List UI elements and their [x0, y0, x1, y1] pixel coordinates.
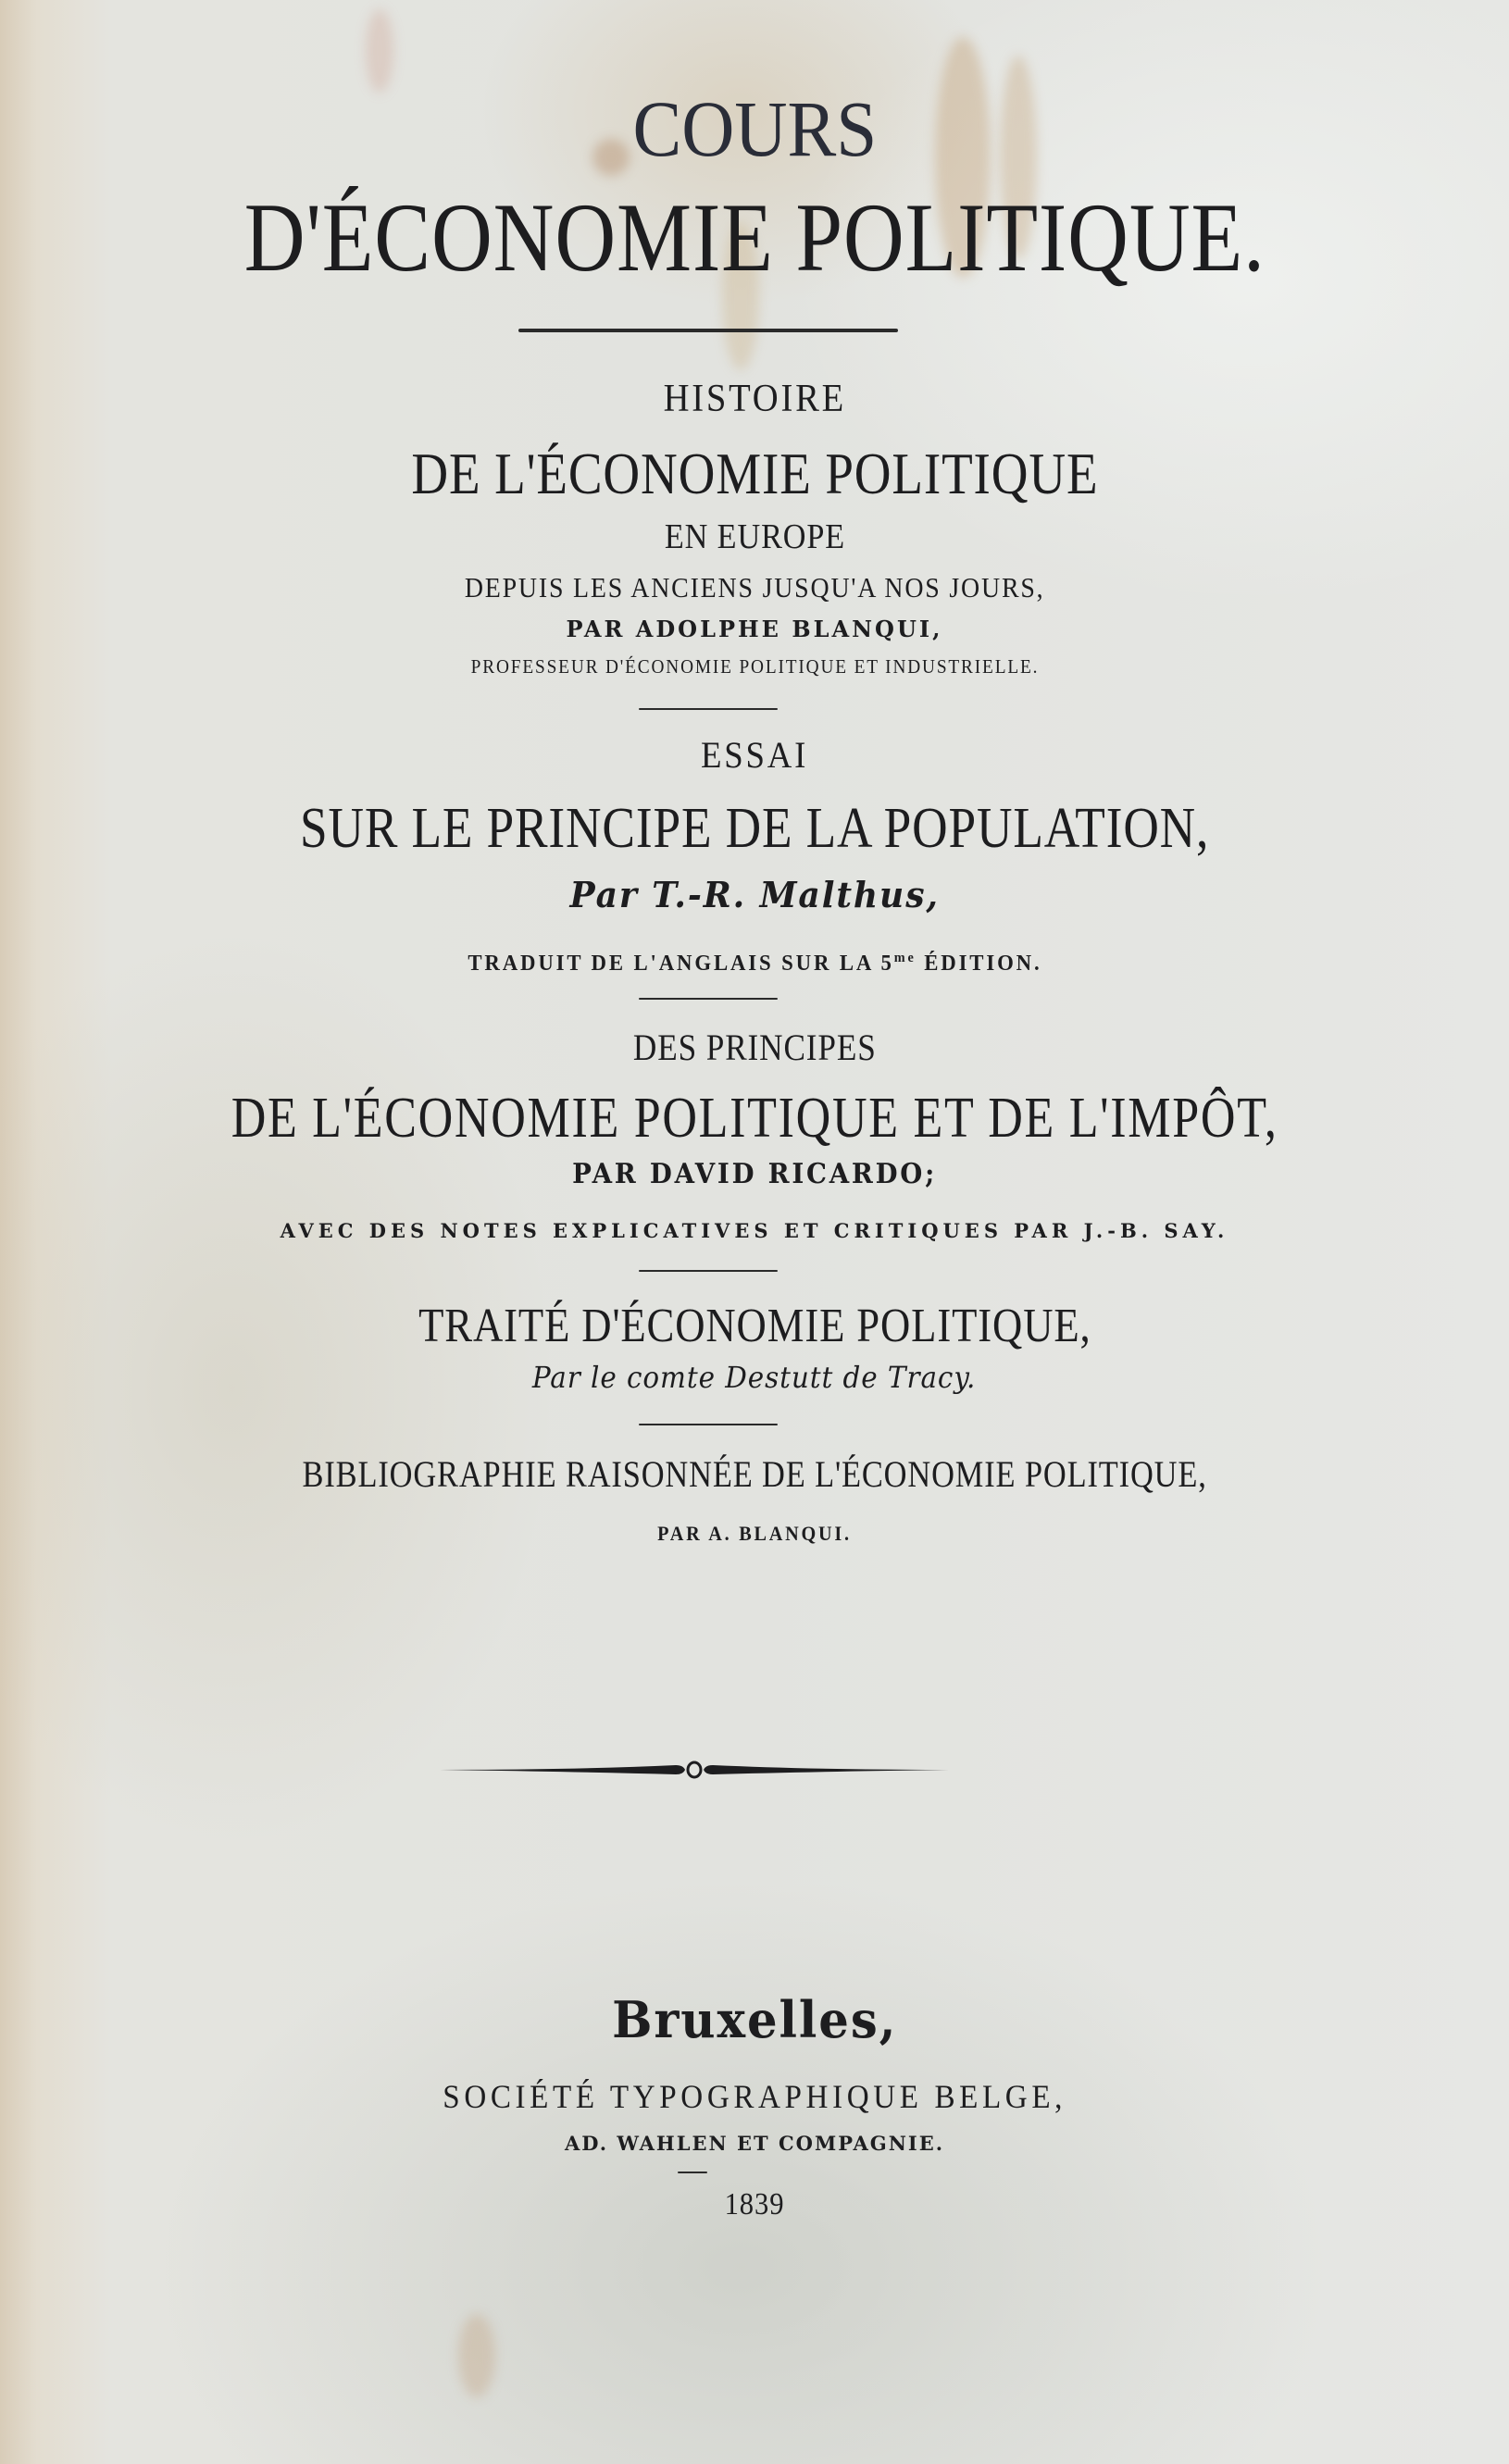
water-stain — [366, 9, 393, 93]
main-title: D'ÉCONOMIE POLITIQUE. — [243, 183, 1266, 292]
section-4-author: Par le comte Destutt de Tracy. — [532, 1360, 977, 1395]
section-3-author: PAR DAVID RICARDO; — [572, 1158, 937, 1190]
water-stain — [458, 2314, 495, 2397]
section-5-heading: BIBLIOGRAPHIE RAISONNÉE DE L'ÉCONOMIE POLITIQUE, — [302, 1453, 1207, 1495]
section-divider — [639, 1270, 778, 1272]
section-5-author: PAR A. BLANQUI. — [657, 1522, 852, 1545]
section-2-kicker: ESSAI — [700, 734, 809, 776]
section-1-sub-2: DEPUIS LES ANCIENS JUSQU'A NOS JOURS, — [464, 571, 1045, 604]
title-line-1: COURS — [632, 84, 877, 173]
section-1-kicker: HISTOIRE — [663, 378, 846, 420]
ornament-divider-icon — [435, 1754, 954, 1786]
section-divider — [639, 998, 778, 1000]
section-1-author-note: PROFESSEUR D'ÉCONOMIE POLITIQUE ET INDUSTRIELLE. — [470, 655, 1039, 678]
section-divider — [639, 1424, 778, 1425]
section-3-heading: DE L'ÉCONOMIE POLITIQUE ET DE L'IMPÔT, — [231, 1087, 1278, 1150]
imprint-year: 1839 — [724, 2187, 785, 2221]
imprint-publisher-sub: AD. WAHLEN ET COMPAGNIE. — [564, 2132, 945, 2155]
section-2-author: Par T.-R. Malthus, — [569, 874, 940, 915]
imprint-city: Bruxelles, — [611, 1990, 898, 2049]
section-2-heading: SUR LE PRINCIPE DE LA POPULATION, — [299, 797, 1210, 860]
section-1-author: PAR ADOLPHE BLANQUI, — [566, 616, 943, 642]
imprint-rule — [678, 2172, 707, 2173]
section-2-note: TRADUIT DE L'ANGLAIS SUR LA $5^{me}$ ÉDITION. — [467, 951, 1042, 976]
section-1-heading: DE L'ÉCONOMIE POLITIQUE — [410, 441, 1099, 506]
imprint-publisher: SOCIÉTÉ TYPOGRAPHIQUE BELGE, — [443, 2078, 1066, 2115]
section-4-heading: TRAITÉ D'ÉCONOMIE POLITIQUE, — [418, 1300, 1091, 1352]
section-divider — [639, 708, 778, 710]
section-3-note: AVEC DES NOTES EXPLICATIVES ET CRITIQUES PAR J.-B. SAY. — [280, 1219, 1229, 1242]
title-rule — [518, 329, 898, 332]
section-3-kicker: DES PRINCIPES — [632, 1027, 877, 1068]
section-1-sub-1: EN EUROPE — [664, 517, 845, 556]
